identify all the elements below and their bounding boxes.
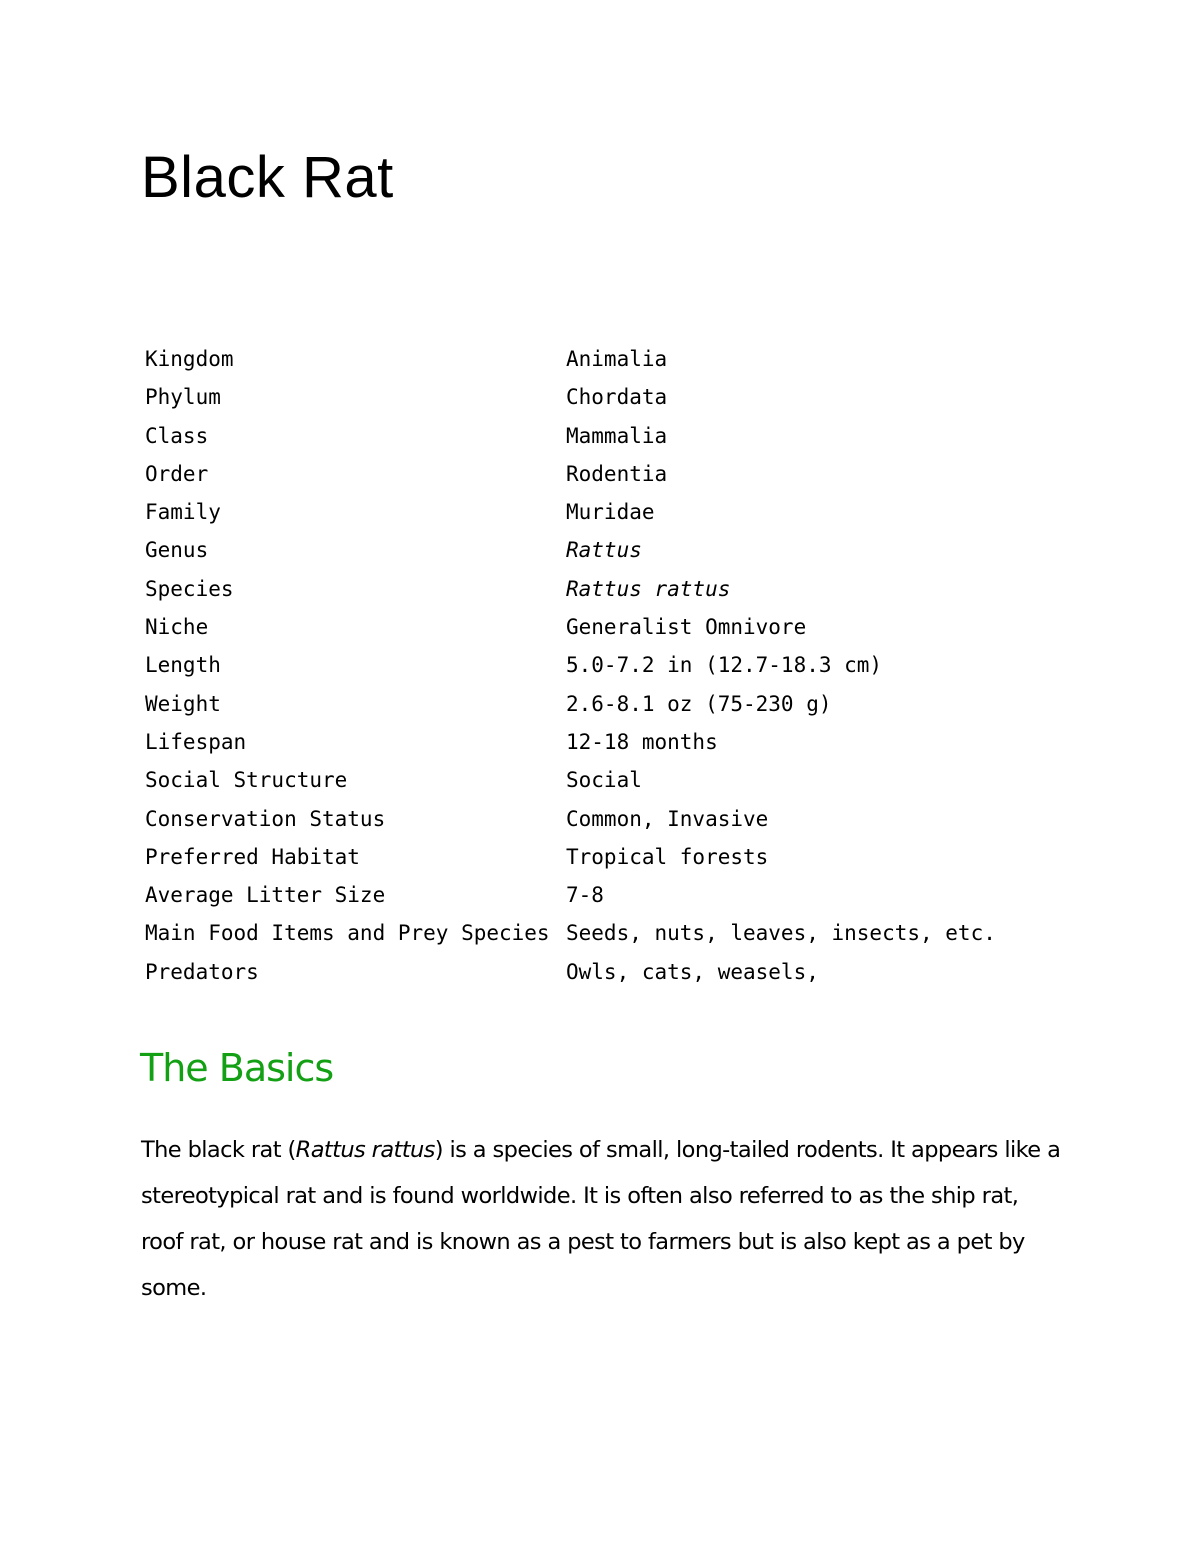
taxonomy-label: Social Structure [145,768,348,793]
taxonomy-value: Common, Invasive [566,806,769,831]
taxonomy-label: Order [145,461,209,486]
taxonomy-label: Conservation Status [145,806,386,831]
taxonomy-row [145,493,1025,531]
taxonomy-value: Tropical forests [566,844,769,869]
taxonomy-value: Rodentia [566,461,668,486]
taxonomy-label: Weight [145,691,221,716]
taxonomy-label: Genus [145,538,209,563]
taxonomy-value: 7-8 [566,883,604,908]
taxonomy-row [145,800,1025,838]
taxonomy-row [145,417,1025,455]
taxonomy-row [145,876,1025,914]
taxonomy-label: Main Food Items and Prey Species [145,921,550,946]
taxonomy-row [145,608,1025,646]
basics-scientific-name: Rattus rattus [295,1137,435,1163]
taxonomy-value: Rattus rattus [566,576,731,601]
taxonomy-label: Preferred Habitat [145,844,360,869]
taxonomy-value: Muridae [566,500,655,525]
basics-paragraph [141,1127,1061,1311]
taxonomy-label: Kingdom [145,347,234,371]
taxonomy-row [145,723,1025,761]
taxonomy-value: Social [566,768,642,793]
taxonomy-row [145,685,1025,723]
basics-paragraph-text-before: The black rat ( [141,1137,296,1163]
taxonomy-label: Predators [145,959,259,984]
taxonomy-row [145,761,1025,799]
taxonomy-value: 2.6-8.1 oz (75-230 g) [566,691,832,716]
page-title: Black Rat [141,145,394,210]
taxonomy-value: Owls, cats, weasels, [566,959,819,984]
taxonomy-label: Average Litter Size [145,883,386,908]
taxonomy-label: Class [145,423,209,448]
taxonomy-label: Lifespan [145,729,247,754]
taxonomy-label: Family [145,500,221,525]
taxonomy-label: Species [145,576,234,601]
taxonomy-value: Animalia [566,347,668,371]
taxonomy-value: Generalist Omnivore [566,615,807,640]
taxonomy-row [145,378,1025,416]
taxonomy-row [145,914,1025,952]
taxonomy-row [145,455,1025,493]
taxonomy-label: Niche [145,615,209,640]
taxonomy-row [145,838,1025,876]
taxonomy-label: Length [145,653,221,678]
taxonomy-value: Chordata [566,385,668,410]
taxonomy-value: 12-18 months [566,729,718,754]
taxonomy-row [145,570,1025,608]
taxonomy-value: Mammalia [566,423,668,448]
taxonomy-row [145,340,1025,378]
basics-paragraph-text-after: ) is a species of small, long-tailed rodents. It appears like a stereotypical rat and is found worldwide. It is often also referred to as the ship rat, roof rat, or house rat and is known as a pest to farmers but is also kept as a pet by some. [141,1137,1061,1301]
taxonomy-row [145,953,1025,991]
taxonomy-row [145,646,1025,684]
section-heading-basics: The Basics [140,1046,334,1090]
taxonomy-value: Seeds, nuts, leaves, insects, etc. [566,921,996,946]
taxonomy-value: Rattus [566,538,642,563]
taxonomy-row [145,531,1025,569]
taxonomy-table [145,340,1025,991]
taxonomy-value: 5.0-7.2 in (12.7-18.3 cm) [566,653,883,678]
taxonomy-label: Phylum [145,385,221,410]
